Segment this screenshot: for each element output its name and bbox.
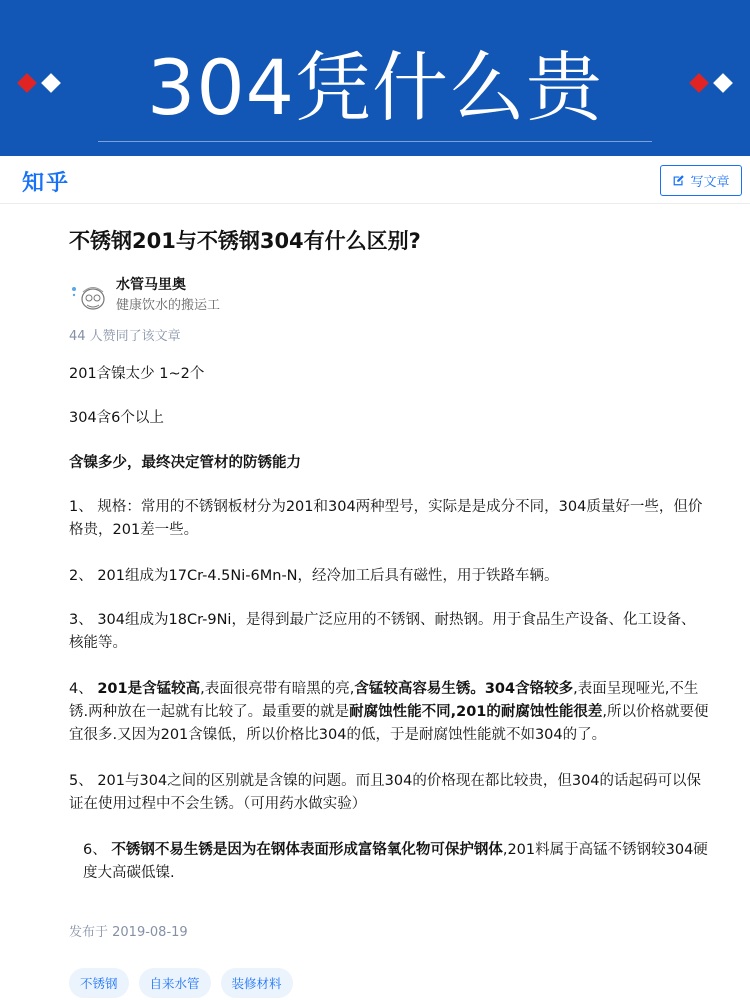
list-number: 4、 bbox=[69, 681, 98, 697]
text: ,表面很亮带有暗黑的亮, bbox=[200, 681, 355, 697]
paragraph: 含镍多少，最终决定管材的防锈能力 bbox=[69, 455, 301, 471]
paragraph: 2、 201组成为17Cr-4.5Ni-6Mn-N，经冷加工后具有磁性，用于铁路车辆。 bbox=[69, 568, 559, 584]
text: ,表面呈现哑光,不生锈.两种放在一起就有比较了。最重要的就是 bbox=[69, 681, 699, 720]
paragraph: 201含镍太少 1~2个 bbox=[69, 366, 205, 382]
tag-list bbox=[69, 968, 293, 998]
bold-text: 不锈钢不易生锈是因为在钢体表面形成富铬氧化物可保护钢体 bbox=[111, 842, 503, 858]
text: ,所以价格就要便宜很多.又因为201含镍低，所以价格比304的低，于是耐腐蚀性能就不如304的了。 bbox=[69, 704, 709, 743]
likes-count: 44 人赞同了该文章 bbox=[69, 329, 181, 344]
top-bar bbox=[0, 156, 750, 204]
author-info bbox=[69, 274, 369, 314]
write-article-button[interactable] bbox=[660, 165, 742, 196]
publish-date: 发布于 2019-08-19 bbox=[69, 925, 188, 940]
article-title: 不锈钢201与不锈钢304有什么区别? bbox=[69, 229, 421, 253]
banner-divider bbox=[98, 141, 652, 142]
avatar[interactable] bbox=[69, 280, 109, 314]
article bbox=[69, 226, 709, 991]
paragraph bbox=[69, 839, 709, 885]
write-article-label: 写文章 bbox=[690, 175, 730, 190]
list-number: 6、 bbox=[83, 842, 112, 858]
paragraph: 1、 规格：常用的不锈钢板材分为201和304两种型号，实际是是成分不同，304质量好一些，但价格贵，201差一些。 bbox=[69, 499, 703, 538]
banner-title: 304凭什么贵 bbox=[146, 43, 604, 132]
bold-text: 201是含锰较高 bbox=[97, 681, 201, 697]
paragraph: 3、 304组成为18Cr-9Ni，是得到最广泛应用的不锈钢、耐热钢。用于食品生产设备、化工设备、核能等。 bbox=[69, 612, 696, 651]
paragraph: 304含6个以上 bbox=[69, 410, 164, 426]
edit-icon bbox=[672, 174, 685, 187]
author-name[interactable]: 水管马里奥 bbox=[116, 277, 186, 293]
topic-tag[interactable]: 自来水管 bbox=[139, 968, 211, 998]
zhihu-logo[interactable]: 知乎 bbox=[22, 171, 71, 196]
bold-text: 耐腐蚀性能不同,201的耐腐蚀性能很差 bbox=[349, 704, 603, 720]
paragraph bbox=[69, 678, 709, 747]
author-bio: 健康饮水的搬运工 bbox=[116, 298, 221, 313]
bold-text: 含锰较高容易生锈。304含铬较多 bbox=[354, 681, 574, 697]
text: ,201料属于高锰不锈钢较304硬度大高碳低镍. bbox=[83, 842, 708, 881]
banner bbox=[0, 0, 750, 156]
topic-tag[interactable]: 不锈钢 bbox=[69, 968, 129, 998]
paragraph: 5、 201与304之间的区别就是含镍的问题。而且304的价格现在都比较贵，但304的话起码可以保证在使用过程中不会生锈。（可用药水做实验） bbox=[69, 773, 702, 812]
topic-tag[interactable]: 装修材料 bbox=[221, 968, 293, 998]
